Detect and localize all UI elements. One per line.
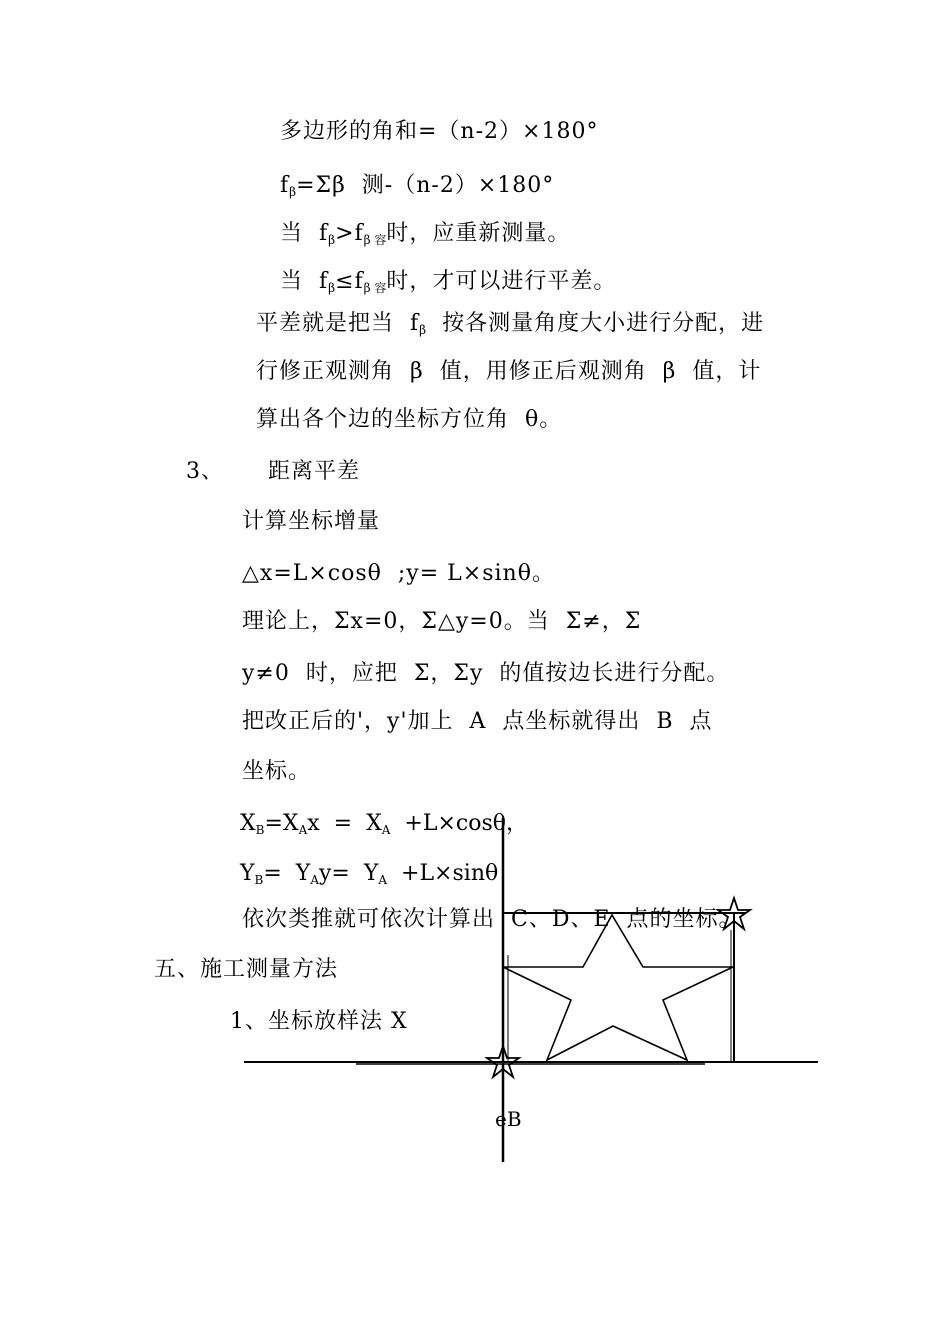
text: 计算坐标增量: [242, 509, 381, 534]
text: X: [240, 811, 256, 836]
text: f: [280, 173, 290, 198]
text: x = X: [307, 811, 382, 836]
text: 五、施工测量方法: [154, 957, 339, 982]
text: 当 f: [280, 221, 329, 246]
text: 时，应重新测量。: [386, 221, 571, 246]
subscript: B: [255, 823, 265, 837]
subscript: A: [381, 823, 391, 837]
text: =X: [264, 811, 299, 836]
point-b-label: eB: [495, 1107, 522, 1131]
subscript: A: [310, 873, 319, 887]
subscript: β 容: [363, 281, 387, 295]
subscript: β: [328, 281, 336, 295]
text: +L×cosθ，: [390, 811, 529, 836]
subscript: B: [254, 873, 264, 887]
text: =Σβ 测-（n-2）×180°: [296, 173, 555, 198]
text: 时，才可以进行平差。: [386, 269, 617, 294]
section-title: 距离平差: [268, 459, 361, 484]
section-number: 3、: [186, 459, 224, 484]
text: 把改正后的'，y'加上 A 点坐标就得出 B 点: [242, 709, 713, 734]
subscript: β: [419, 323, 427, 337]
text: 行修正观测角 β 值，用修正后观测角 β 值，计: [256, 359, 762, 384]
text: 当 f: [280, 269, 329, 294]
text: y= Y: [318, 861, 379, 886]
subscript: A: [298, 823, 308, 837]
large-star-shape: [503, 915, 733, 1060]
text: 理论上，Σx=0，Σ△y=0。当 Σ≠，Σ: [242, 609, 642, 634]
subscript: β: [289, 185, 297, 199]
text: 依次类推就可依次计算出 C、D、E 点的坐标。: [242, 907, 742, 932]
text: >f: [335, 221, 364, 246]
text: Y: [240, 861, 255, 886]
text: +L×sinθ: [387, 861, 499, 886]
subscript: β: [328, 233, 336, 247]
text: 1、坐标放样法 X: [230, 1009, 408, 1034]
subscript: β 容: [363, 233, 387, 247]
text: = Y: [263, 861, 311, 886]
text: 算出各个边的坐标方位角 θ。: [256, 407, 563, 432]
text: 平差就是把当 f: [256, 311, 420, 336]
text: y≠0 时，应把 Σ，Σy 的值按边长进行分配。: [242, 661, 730, 686]
text: ≤f: [335, 269, 364, 294]
subscript: A: [378, 873, 388, 887]
text: △x=L×cosθ ;y= L×sinθ。: [242, 561, 555, 586]
text: 按各测量角度大小进行分配，进: [426, 311, 765, 336]
text: 坐标。: [242, 759, 312, 784]
text: 多边形的角和=（n-2）×180°: [280, 119, 599, 144]
